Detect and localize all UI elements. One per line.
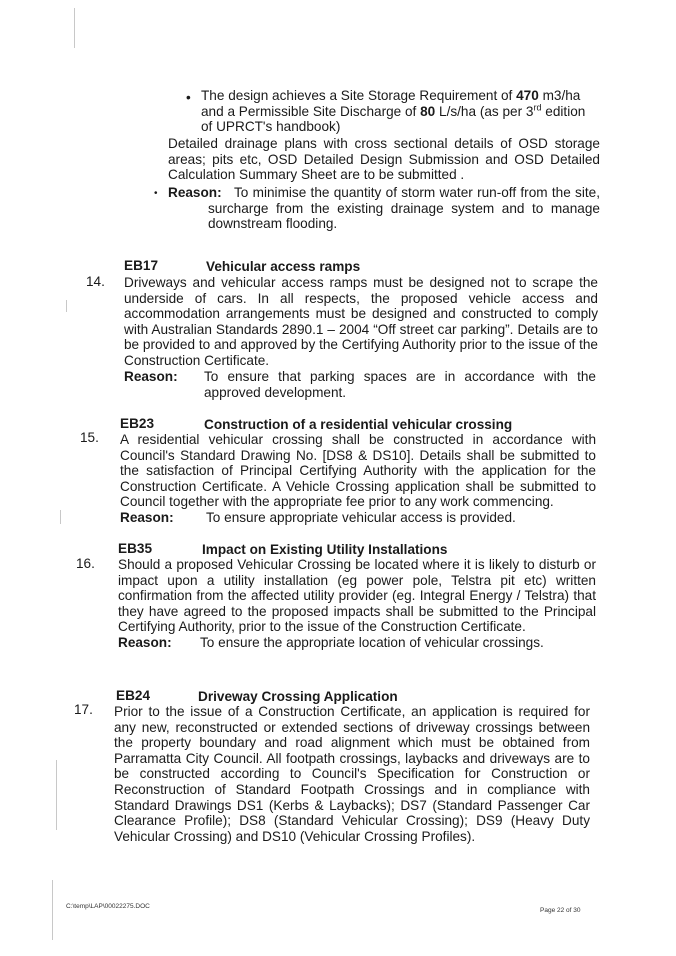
section-code: EB24 — [116, 688, 151, 703]
design-line-1: The design achieves a Site Storage Requirement of 470 m3/ha — [201, 88, 581, 103]
margin-mark — [52, 880, 53, 940]
reason-text: To ensure the appropriate location of vehicular crossings. — [200, 635, 544, 650]
reason-label: Reason: — [124, 369, 178, 384]
drainage-detail-paragraph: Detailed drainage plans with cross sectional details of OSD storage areas; pits etc, OSD Detailed Design Submission and OSD Detailed Calculation Summary Sheet are to be submitted . — [168, 136, 600, 183]
margin-mark — [74, 8, 75, 48]
margin-mark — [56, 760, 57, 830]
condition-number: 15. — [80, 430, 99, 445]
condition-number: 17. — [74, 702, 93, 717]
section-title: Driveway Crossing Application — [198, 689, 398, 704]
condition-body: Prior to the issue of a Construction Certificate, an application is required for any new, reconstructed or extended sections of driveway crossings between the property boundary and road alignment which must be obtained from Parramatta City Council. All footpath crossings, laybacks and driveways are to be constructed according to Council's Specification for Construction or Reconstruction of Standard Footpath Crossings and in compliance with Standard Drawings DS1 (Kerbs & Laybacks); DS7 (Standard Passenger Car Clearance Profile); DS8 (Standard Vehicular Crossing); DS9 (Heavy Duty Vehicular Crossing) and DS10 (Vehicular Crossing Profiles). — [114, 704, 590, 844]
section-code: EB17 — [124, 258, 159, 273]
reason-label: Reason: — [118, 635, 172, 650]
condition-body: A residential vehicular crossing shall be constructed in accordance with Council's Standard Drawing No. [DS8 & DS10]. Details shall be submitted to the satisfaction of Principal Certifying Authority with the application for the Construction Certificate. A Vehicle Crossing application shall be submitted to Council together with the appropriate fee prior to any work commencing. — [120, 432, 596, 510]
condition-body: Should a proposed Vehicular Crossing be located where it is likely to disturb or impact upon a utility installation (eg power pole, Telstra pit etc) written confirmation from the affected utility provider (eg. Integral Energy / Telstra) that they have agreed to the proposed impacts shall be submitted to the Principal Certifying Authority, prior to the issue of the Construction Certificate. — [118, 557, 596, 635]
osd-reason-text: To minimise the quantity of storm water run-off from the site, surcharge from the existing drainage system and to manage downstream flooding. — [208, 185, 600, 232]
design-line-3: of UPRCT's handbook) — [201, 119, 341, 134]
design-bullet-marker: • — [186, 90, 191, 105]
section-code: EB23 — [120, 416, 155, 431]
bullet-mark-small: • — [154, 188, 158, 199]
design-bullet-text — [201, 88, 591, 135]
reason-label: Reason: — [120, 510, 174, 525]
margin-mark — [66, 300, 67, 312]
section-title: Impact on Existing Utility Installations — [202, 542, 448, 557]
reason-text: To ensure that parking spaces are in accordance with the approved development. — [204, 369, 596, 400]
condition-number: 14. — [86, 274, 105, 289]
section-title: Construction of a residential vehicular crossing — [204, 417, 513, 432]
reason-text: To ensure appropriate vehicular access is provided. — [206, 510, 516, 525]
condition-body: Driveways and vehicular access ramps must be designed not to scrape the underside of cars. In all respects, the proposed vehicle access and accommodation arrangements must be designed and constructed to comply with Australian Standards 2890.1 – 2004 “Off street car parking”. Details are to be provided to and approved by the Certifying Authority prior to the issue of the Construction Certificate. — [124, 275, 598, 368]
design-line-2: and a Permissible Site Discharge of 80 L/s/ha (as per 3rd edition — [201, 101, 586, 119]
footer-page-number: Page 22 of 30 — [540, 907, 581, 914]
footer-file-path: C:\temp\LAP\00022275.DOC — [66, 903, 150, 910]
osd-reason-label: Reason: — [168, 185, 222, 200]
margin-mark — [60, 510, 61, 524]
condition-number: 16. — [76, 556, 95, 571]
section-code: EB35 — [118, 541, 153, 556]
section-title: Vehicular access ramps — [206, 259, 361, 274]
